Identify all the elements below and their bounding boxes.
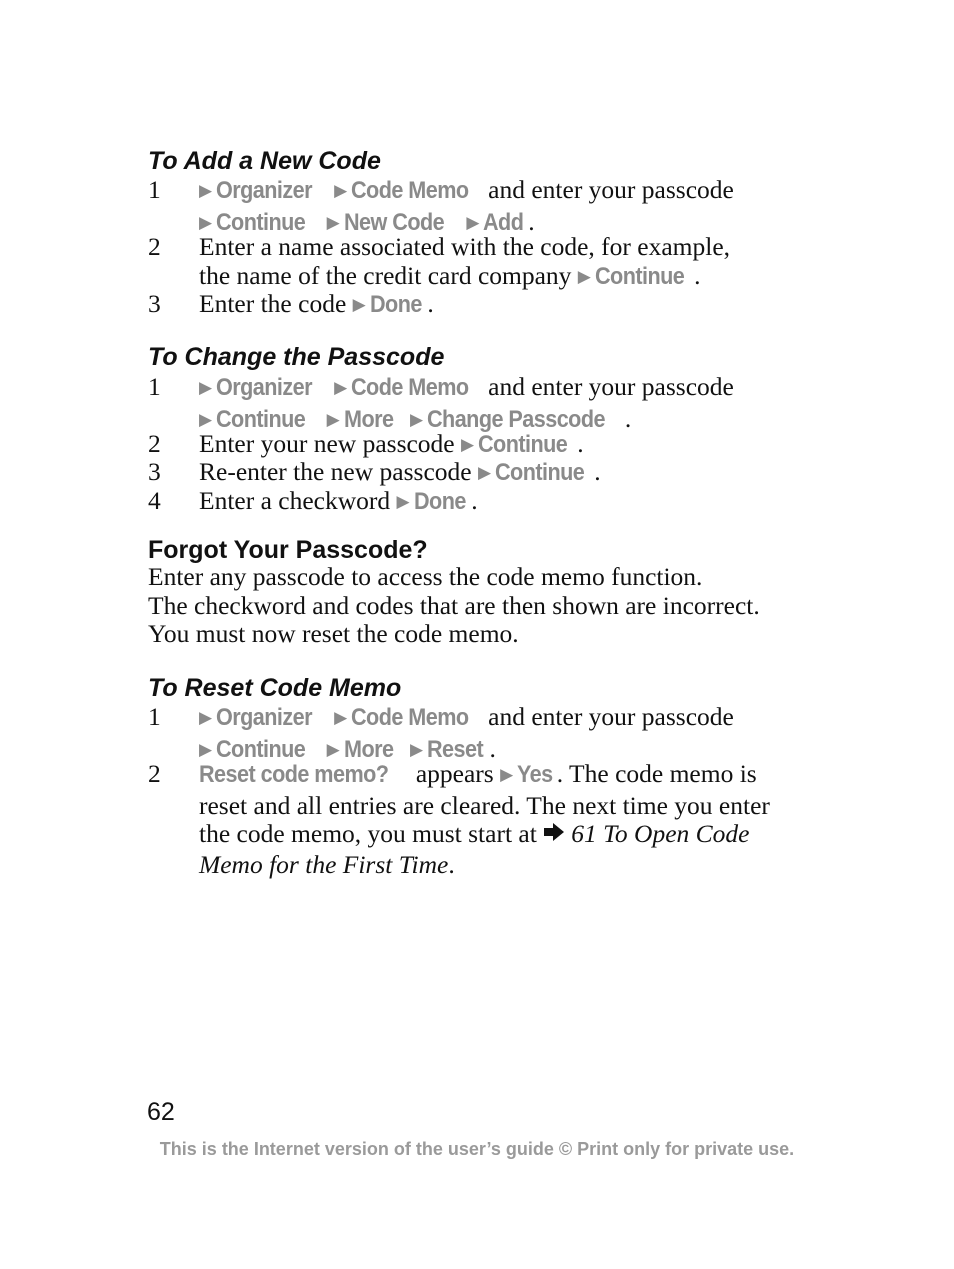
step-end: . (528, 206, 535, 236)
menu-item-continue: Continue (495, 459, 585, 486)
menu-item-continue: Continue (594, 262, 685, 290)
menu-arrow-icon: ▶ (326, 409, 340, 430)
menu-arrow-icon: ▶ (199, 181, 213, 201)
menu-item-add: Add (483, 208, 524, 236)
step-text: and enter your passcode (481, 175, 734, 204)
menu-arrow-icon: ▶ (477, 463, 492, 483)
menu-arrow-icon: ▶ (199, 409, 213, 430)
menu-item-change-passcode: Change Passcode (427, 405, 606, 433)
step-text: reset and all entries are cleared. The next time you enter (199, 790, 770, 820)
step-text: Re-enter the new passcode (199, 457, 478, 486)
step-text: . The code memo is (556, 759, 757, 788)
step-end: . (471, 486, 478, 515)
menu-arrow-icon: ▶ (199, 378, 213, 398)
step-number: 1 (148, 372, 161, 401)
menu-arrow-icon: ▶ (326, 739, 340, 760)
step-text: the name of the credit card company (199, 260, 578, 290)
step-end: . (427, 289, 434, 318)
menu-item-continue: Continue (478, 431, 568, 458)
section-title-reset-code-memo: To Reset Code Memo (148, 674, 402, 702)
menu-arrow-icon: ▶ (326, 212, 340, 233)
menu-arrow-icon: ▶ (334, 708, 348, 728)
paragraph-line: You must now reset the code memo. (148, 619, 519, 649)
page-reference-arrow-icon (543, 820, 565, 849)
menu-arrow-icon: ▶ (461, 435, 475, 455)
step-end: . (694, 260, 701, 290)
menu-arrow-icon: ▶ (352, 295, 366, 315)
menu-arrow-icon: ▶ (577, 266, 591, 287)
step-text: appears (409, 759, 501, 788)
menu-item-organizer: Organizer (216, 704, 313, 731)
menu-item-organizer: Organizer (216, 177, 313, 204)
step-text: the code memo, you must start at (199, 819, 544, 849)
menu-item-code-memo: Code Memo (351, 704, 469, 731)
section-title-forgot-passcode: Forgot Your Passcode? (148, 536, 428, 564)
footer-notice: This is the Internet version of the user’s guide © Print only for private use. (159, 1139, 795, 1159)
menu-arrow-icon: ▶ (466, 212, 480, 233)
menu-arrow-icon: ▶ (199, 739, 213, 760)
menu-item-reset-code-memo: Reset code memo? (199, 761, 389, 788)
menu-item-organizer: Organizer (216, 374, 313, 401)
menu-item-done: Done (413, 488, 466, 515)
section-title-add-code: To Add a New Code (148, 147, 381, 175)
menu-arrow-icon: ▶ (410, 409, 424, 430)
step-text: Enter the code (199, 289, 353, 318)
step-end: . (577, 429, 584, 458)
menu-arrow-icon: ▶ (199, 212, 213, 233)
menu-item-yes: Yes (517, 761, 553, 788)
step-end: . (448, 849, 455, 879)
forgot-passcode-paragraph (148, 563, 828, 649)
menu-item-new-code: New Code (343, 208, 444, 236)
menu-arrow-icon: ▶ (410, 739, 424, 760)
step-number: 3 (148, 289, 161, 318)
menu-arrow-icon: ▶ (334, 181, 348, 201)
menu-arrow-icon: ▶ (500, 765, 514, 785)
step-end: . (489, 733, 496, 763)
menu-item-code-memo: Code Memo (351, 177, 469, 204)
menu-item-continue: Continue (216, 735, 306, 763)
menu-item-more: More (343, 735, 394, 763)
menu-item-done: Done (369, 291, 422, 318)
step-text: Enter your new passcode (199, 429, 461, 458)
menu-item-code-memo: Code Memo (351, 374, 469, 401)
paragraph-line: The checkword and codes that are then shown are incorrect. (148, 590, 760, 620)
page-reference-link[interactable]: Memo for the First Time (199, 849, 449, 879)
menu-item-more: More (343, 405, 394, 433)
step-number: 3 (148, 457, 161, 486)
step-number: 1 (148, 175, 161, 204)
menu-arrow-icon: ▶ (334, 378, 348, 398)
step-number: 2 (148, 759, 161, 788)
step-number: 1 (148, 702, 161, 731)
step-text: and enter your passcode (481, 372, 734, 401)
section-title-change-passcode: To Change the Passcode (148, 343, 445, 371)
menu-item-continue: Continue (216, 208, 306, 236)
step-number: 4 (148, 486, 161, 515)
menu-item-continue: Continue (216, 405, 306, 433)
menu-arrow-icon: ▶ (199, 708, 213, 728)
step-text: and enter your passcode (481, 702, 734, 731)
step-number: 2 (148, 232, 161, 261)
step-text: Enter a checkword (199, 486, 397, 515)
step-text: Enter a name associated with the code, for example, (199, 232, 731, 261)
menu-arrow-icon: ▶ (396, 492, 410, 512)
page-reference-link[interactable]: 61 To Open Code (571, 819, 750, 849)
paragraph-line: Enter any passcode to access the code memo function. (148, 562, 703, 591)
menu-item-reset: Reset (427, 735, 484, 763)
page-number: 62 (147, 1098, 175, 1126)
step-end: . (624, 403, 632, 433)
step-number: 2 (148, 429, 161, 458)
step-end: . (594, 457, 601, 486)
